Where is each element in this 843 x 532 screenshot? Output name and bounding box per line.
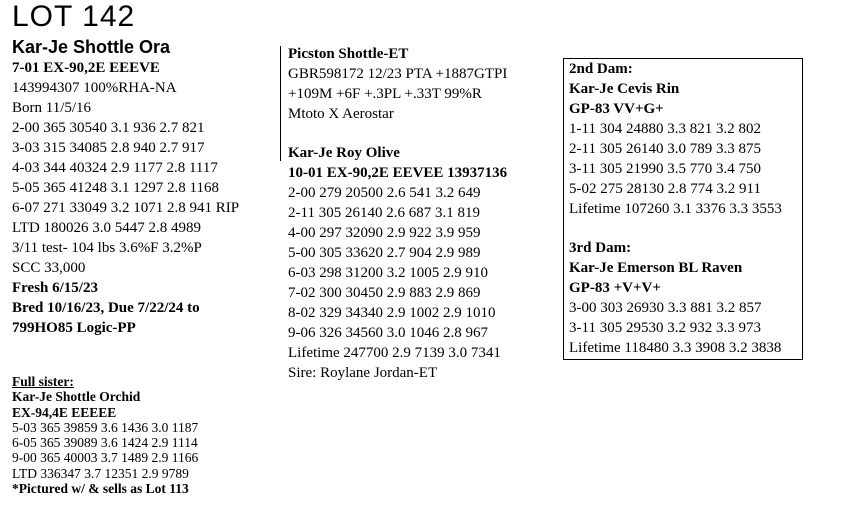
record-row: 2-00 365 30540 3.1 936 2.7 821 <box>12 120 205 136</box>
record-row: 8-02 329 34340 2.9 1002 2.9 1010 <box>288 305 496 321</box>
sire-name: Picston Shottle-ET <box>288 46 409 62</box>
third-dam-name: Kar-Je Emerson BL Raven <box>569 260 743 276</box>
record-row: 9-00 365 40003 3.7 1489 2.9 1166 <box>12 450 199 466</box>
record-row: 6-03 298 31200 3.2 1005 2.9 910 <box>288 265 488 281</box>
lifetime-record: LTD 180026 3.0 5447 2.8 4989 <box>12 220 202 236</box>
dam-classification: 10-01 EX-90,2E EEVEE 13937136 <box>288 165 508 181</box>
service-sire: 799HO85 Logic-PP <box>12 320 136 336</box>
record-row: 6-05 365 39089 3.6 1424 2.9 1114 <box>12 435 198 451</box>
record-row: 2-11 305 26140 3.0 789 3.3 875 <box>569 141 761 157</box>
second-dam-heading: 2nd Dam: <box>569 61 633 77</box>
bred-info: Bred 10/16/23, Due 7/22/24 to <box>12 300 200 316</box>
test-record: 3/11 test- 104 lbs 3.6%F 3.2%P <box>12 240 202 256</box>
full-sister-name: Kar-Je Shottle Orchid <box>12 389 141 405</box>
fresh-date: Fresh 6/15/23 <box>12 280 98 296</box>
scc: SCC 33,000 <box>12 260 86 276</box>
pictured-note: *Pictured w/ & sells as Lot 113 <box>12 481 189 497</box>
record-row: 5-02 275 28130 2.8 774 3.2 911 <box>569 181 761 197</box>
third-dam-classification: GP-83 +V+V+ <box>569 280 661 296</box>
record-row: 6-07 271 33049 3.2 1071 2.8 941 RIP <box>12 200 240 216</box>
record-row: 4-03 344 40324 2.9 1177 2.8 1117 <box>12 160 218 176</box>
sire-info <box>288 44 507 124</box>
sire-pedigree: Mtoto X Aerostar <box>288 106 394 122</box>
second-dam-classification: GP-83 VV+G+ <box>569 101 664 117</box>
dam-block <box>288 143 507 383</box>
record-row: 1-11 304 24880 3.3 821 3.2 802 <box>569 121 761 137</box>
lot-number: LOT 142 <box>12 0 136 33</box>
record-row: 3-11 305 21990 3.5 770 3.4 750 <box>569 161 761 177</box>
record-row: 7-02 300 30450 2.9 883 2.9 869 <box>288 285 481 301</box>
lifetime-record: Lifetime 247700 2.9 7139 3.0 7341 <box>288 345 501 361</box>
record-row: 4-00 297 32090 2.9 922 3.9 959 <box>288 225 481 241</box>
record-row: 5-03 365 39859 3.6 1436 3.0 1187 <box>12 419 199 435</box>
lifetime-record: LTD 336347 3.7 12351 2.9 9789 <box>12 465 189 481</box>
lifetime-record: Lifetime 118480 3.3 3908 3.2 3838 <box>569 340 782 356</box>
record-row: 2-11 305 26140 2.6 687 3.1 819 <box>288 205 480 221</box>
record-row: 2-00 279 20500 2.6 541 3.2 649 <box>288 185 481 201</box>
birth-date: Born 11/5/16 <box>12 100 92 116</box>
record-row: 5-05 365 41248 3.1 1297 2.8 1168 <box>12 180 219 196</box>
full-sister-heading: Full sister: <box>12 374 74 389</box>
cow-details <box>12 58 239 338</box>
cow-name: Kar-Je Shottle Ora <box>12 37 171 57</box>
record-row: 5-00 305 33620 2.7 904 2.9 989 <box>288 245 481 261</box>
dam-name: Kar-Je Roy Olive <box>288 145 400 161</box>
third-dam-heading: 3rd Dam: <box>569 240 632 256</box>
second-dam-block <box>569 59 782 219</box>
second-dam-name: Kar-Je Cevis Rin <box>569 81 680 97</box>
lifetime-record: Lifetime 107260 3.1 3376 3.3 3553 <box>569 201 782 217</box>
full-sister-classification: EX-94,4E EEEEE <box>12 404 117 420</box>
third-dam-block <box>569 238 781 358</box>
full-sister-block <box>12 374 198 496</box>
sire-traits: +109M +6F +.3PL +.33T 99%R <box>288 86 482 102</box>
dam-sire: Sire: Roylane Jordan-ET <box>288 365 438 381</box>
sire-proof: GBR598172 12/23 PTA +1887GTPI <box>288 66 508 82</box>
record-row: 9-06 326 34560 3.0 1046 2.8 967 <box>288 325 488 341</box>
registration: 143994307 100%RHA-NA <box>12 80 177 96</box>
record-row: 3-00 303 26930 3.3 881 3.2 857 <box>569 300 762 316</box>
record-row: 3-03 315 34085 2.8 940 2.7 917 <box>12 140 205 156</box>
classification: 7-01 EX-90,2E EEEVE <box>12 60 160 76</box>
record-row: 3-11 305 29530 3.2 932 3.3 973 <box>569 320 761 336</box>
